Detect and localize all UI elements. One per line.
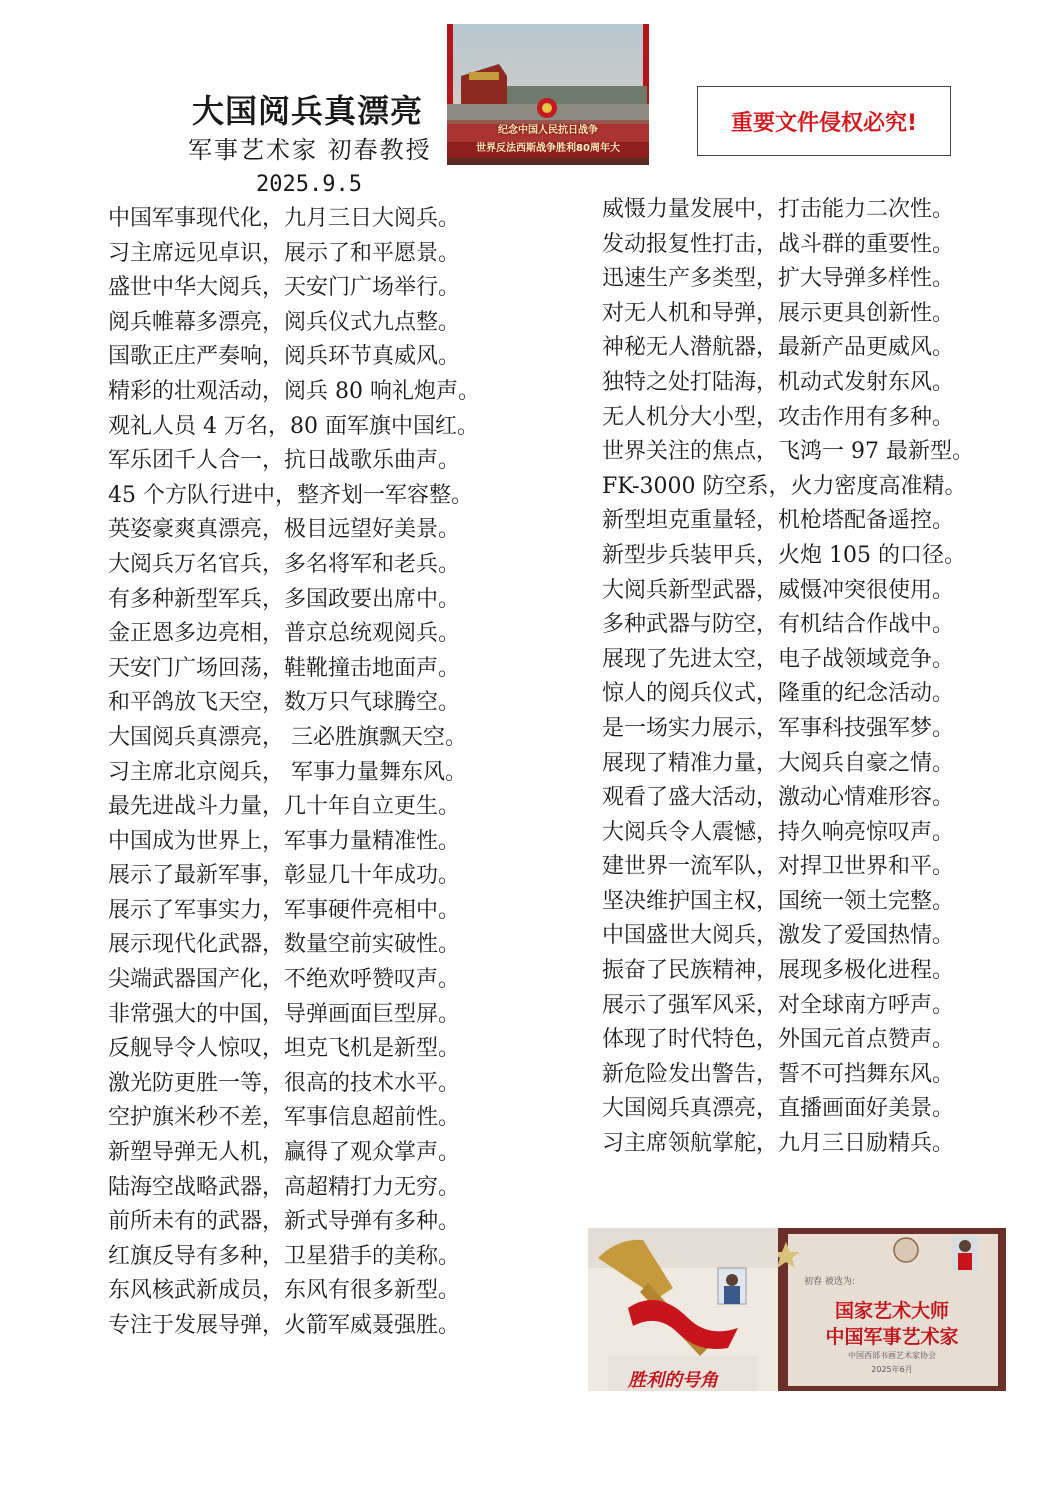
- poem-line: 英姿豪爽真漂亮，极目远望好美景。: [108, 517, 461, 543]
- poem-line: FK-3000 防空系，火力密度高准精。: [602, 473, 967, 499]
- poem-line: 展示了军事实力，军事硬件亮相中。: [108, 897, 461, 923]
- poem-line: 振奋了民族精神，展现多极化进程。: [602, 958, 955, 984]
- poem-line: 大国阅兵真漂亮，直播画面好美景。: [602, 1096, 955, 1122]
- copyright-notice-box: [697, 86, 951, 156]
- poem-line: 新塑导弹无人机，赢得了观众掌声。: [108, 1140, 461, 1166]
- poem-line: 最先进战斗力量，几十年自立更生。: [108, 794, 461, 820]
- poem-line: 展示了最新军事，彰显几十年成功。: [108, 863, 461, 889]
- poem-line: 前所未有的武器，新式导弹有多种。: [108, 1209, 461, 1235]
- poem-line: 惊人的阅兵仪式，隆重的纪念活动。: [602, 681, 955, 707]
- poem-line: 尖端武器国产化，不绝欢呼赞叹声。: [108, 967, 461, 993]
- poem-line: 世界关注的焦点，飞鸿一 97 最新型。: [602, 439, 974, 465]
- poem-line: 中国军事现代化，九月三日大阅兵。: [108, 206, 461, 231]
- poem-line: 展现了先进太空，电子战领域竞争。: [602, 646, 955, 672]
- poem-line: 无人机分大小型，攻击作用有多种。: [602, 404, 955, 430]
- poem-line: 陆海空战略武器，高超精打力无穷。: [108, 1174, 461, 1200]
- poem-line: 多种武器与防空，有机结合作战中。: [602, 612, 955, 638]
- poem-line: 展示了强军风采，对全球南方呼声。: [602, 992, 955, 1018]
- poem-line: 45 个方队行进中，整齐划一军容整。: [108, 482, 473, 508]
- poem-line: 建世界一流军队，对捍卫世界和平。: [602, 854, 955, 880]
- poem-line: 激光防更胜一等，很高的技术水平。: [108, 1070, 461, 1096]
- poem-line: 习主席远见卓识，展示了和平愿景。: [108, 240, 461, 266]
- poem-line: 大国阅兵真漂亮， 三必胜旗飘天空。: [108, 724, 467, 750]
- certificate-organization: 中国西部书画艺术家协会: [848, 1351, 936, 1360]
- poem-line: 大阅兵万名官兵，多名将军和老兵。: [108, 551, 461, 577]
- poem-line: 中国成为世界上，军事力量精准性。: [108, 828, 461, 854]
- poem-line: 习主席北京阅兵， 军事力量舞东风。: [108, 759, 467, 785]
- poem-line: 反舰导令人惊叹，坦克飞机是新型。: [108, 1036, 461, 1062]
- poem-line: 展现了精准力量，大阅兵自豪之情。: [602, 750, 955, 776]
- poem-author: 军事艺术家 初春教授: [188, 136, 432, 164]
- poem-line: 专注于发展导弹，火箭军威聂强胜。: [108, 1313, 461, 1338]
- certificate-date: 2025年6月: [871, 1365, 913, 1374]
- poem-line: 大阅兵令人震憾，持久响亮惊叹声。: [602, 819, 955, 845]
- poem-line: 展示现代化武器，数量空前实破性。: [108, 932, 461, 958]
- certificate-title-2: 中国军事艺术家: [825, 1326, 959, 1348]
- parade-photo: [447, 24, 649, 165]
- poem-line: 迅速生产多类型，扩大导弹多样性。: [602, 266, 955, 292]
- poem-line: 国歌正庄严奏响，阅兵环节真威风。: [108, 344, 461, 370]
- copyright-notice-text: 重要文件侵权必究!: [730, 110, 918, 136]
- poem-line: 东风核武新成员，东风有很多新型。: [108, 1278, 461, 1304]
- poem-line: 坚决维护国主权，国统一领土完整。: [602, 888, 955, 914]
- poem-line: 观礼人员 4 万名，80 面军旗中国红。: [108, 413, 479, 439]
- poem-line: 是一场实力展示，军事科技强军梦。: [602, 715, 955, 741]
- poem-title: 大国阅兵真漂亮: [192, 92, 424, 130]
- poem-column-left: [108, 202, 480, 1344]
- poem-line: 新型坦克重量轻，机枪塔配备遥控。: [602, 508, 955, 534]
- certificate-photo: [778, 1228, 1006, 1391]
- poem-line: 中国盛世大阅兵，激发了爱国热情。: [602, 923, 955, 949]
- poem-line: 发动报复性打击，战斗群的重要性。: [602, 231, 955, 257]
- certificate-title-1: 国家艺术大师: [834, 1300, 949, 1322]
- poem-line: 威慑力量发展中，打击能力二次性。: [602, 197, 955, 222]
- poem-line: 有多种新型军兵，多国政要出席中。: [108, 586, 461, 612]
- poem-line: 大阅兵新型武器，威慑冲突很使用。: [602, 577, 955, 603]
- poem-line: 非常强大的中国，导弹画面巨型屏。: [108, 1001, 461, 1027]
- poem-date: 2025.9.5: [256, 172, 362, 197]
- trophy-photo: [588, 1228, 778, 1391]
- parade-scene-illustration: [447, 24, 649, 165]
- poem-line: 精彩的壮观活动，阅兵 80 响礼炮声。: [108, 378, 480, 404]
- poem-line: 观看了盛大活动，激动心情难形容。: [602, 785, 955, 811]
- poem-line: 军乐团千人合一，抗日战歌乐曲声。: [108, 448, 461, 474]
- parade-caption-line2: 世界反法西斯战争胜利80周年大: [476, 143, 620, 154]
- poem-line: 空护旗米秒不差，军事信息超前性。: [108, 1105, 461, 1131]
- certificate-recipient: 初春 被选为:: [804, 1277, 855, 1287]
- poem-line: 新型步兵装甲兵，火炮 105 的口径。: [602, 542, 966, 568]
- poem-line: 习主席领航掌舵，九月三日励精兵。: [602, 1131, 955, 1157]
- poem-column-right: [602, 193, 974, 1162]
- poem-line: 对无人机和导弹，展示更具创新性。: [602, 300, 955, 326]
- poem-line: 阅兵帷幕多漂亮，阅兵仪式九点整。: [108, 309, 461, 335]
- poem-line: 神秘无人潜航器，最新产品更威风。: [602, 335, 955, 361]
- poem-line: 金正恩多边亮相，普京总统观阅兵。: [108, 621, 461, 647]
- poem-line: 天安门广场回荡，鞋靴撞击地面声。: [108, 655, 461, 681]
- poem-line: 体现了时代特色，外国元首点赞声。: [602, 1027, 955, 1053]
- parade-caption-line1: 纪念中国人民抗日战争: [498, 125, 598, 136]
- poem-line: 独特之处打陆海，机动式发射东风。: [602, 369, 955, 395]
- trophy-inscription: 胜利的号角: [628, 1370, 718, 1391]
- poem-line: 红旗反导有多种，卫星猎手的美称。: [108, 1243, 461, 1269]
- poem-line: 和平鸽放飞天空，数万只气球腾空。: [108, 690, 461, 716]
- poem-line: 新危险发出警告，誓不可挡舞东风。: [602, 1061, 955, 1087]
- poem-line: 盛世中华大阅兵，天安门广场举行。: [108, 275, 461, 301]
